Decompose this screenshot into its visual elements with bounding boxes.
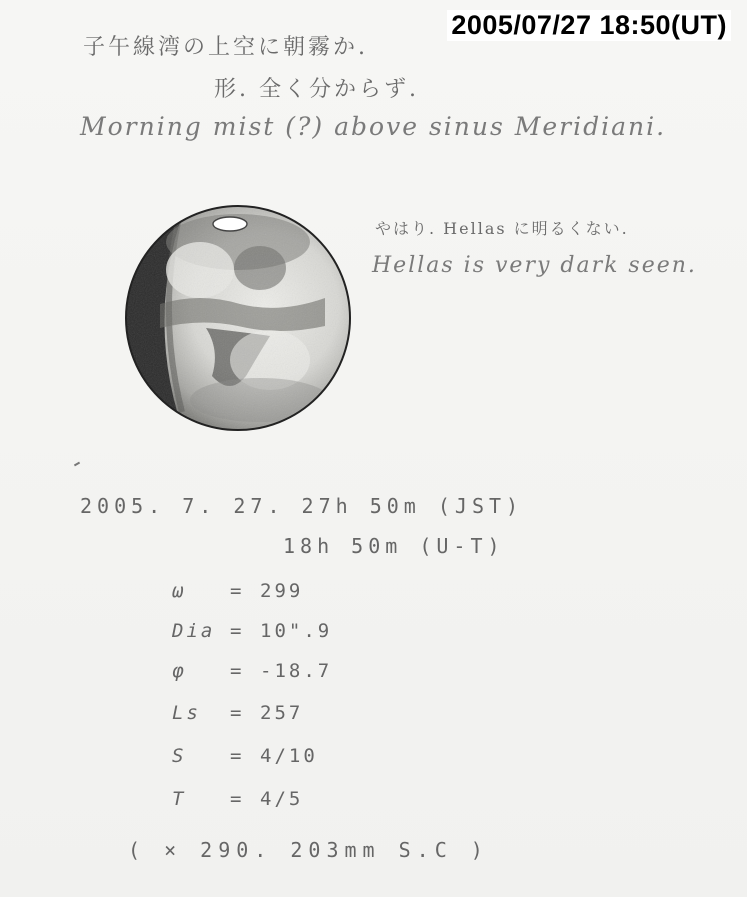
note-jp-line2: 形. 全く分からず. — [214, 77, 419, 102]
param-ls-value: 257 — [260, 702, 304, 724]
param-phi-value: -18.7 — [260, 660, 333, 682]
note-jp-line1: 子午線湾の上空に朝霧か. — [83, 35, 368, 60]
observation-time-ut: 18h 50m (U-T) — [283, 534, 505, 558]
param-ls-symbol: Ls — [172, 702, 201, 724]
param-transparency-symbol: T — [172, 788, 187, 810]
hellas-note-en: Hellas is very dark seen. — [372, 253, 697, 278]
param-dia-value: 10".9 — [260, 620, 333, 642]
param-transparency-value: 4/5 — [260, 788, 304, 810]
equals-sign: = — [230, 745, 245, 767]
north-polar-cap — [213, 217, 247, 231]
equals-sign: = — [230, 702, 245, 724]
param-seeing-symbol: S — [172, 745, 187, 767]
param-omega-value: 299 — [260, 580, 304, 602]
hellas-note-jp: やはり. Hellas に明るくない. — [375, 219, 629, 238]
param-seeing-value: 4/10 — [260, 745, 318, 767]
param-ls — [172, 702, 303, 724]
param-dia — [172, 620, 332, 642]
equals-sign: = — [230, 788, 245, 810]
param-dia-symbol: Dia — [172, 620, 216, 642]
instrument-note: ( × 290. 203mm S.C ) — [128, 838, 489, 862]
equals-sign: = — [230, 620, 245, 642]
ut-timestamp-stamp: 2005/07/27 18:50(UT) — [447, 10, 731, 41]
param-omega — [172, 580, 303, 602]
note-en-line1: Morning mist (?) above sinus Meridiani. — [80, 112, 667, 141]
param-phi — [172, 660, 332, 682]
param-phi-symbol: φ — [172, 660, 187, 682]
mars-disk-drawing — [120, 200, 356, 436]
observation-date-jst: 2005. 7. 27. 27h 50m (JST) — [80, 494, 524, 518]
param-transparency — [172, 788, 303, 810]
equals-sign: = — [230, 660, 245, 682]
param-seeing — [172, 745, 318, 767]
param-omega-symbol: ω — [172, 580, 187, 602]
equals-sign: = — [230, 580, 245, 602]
